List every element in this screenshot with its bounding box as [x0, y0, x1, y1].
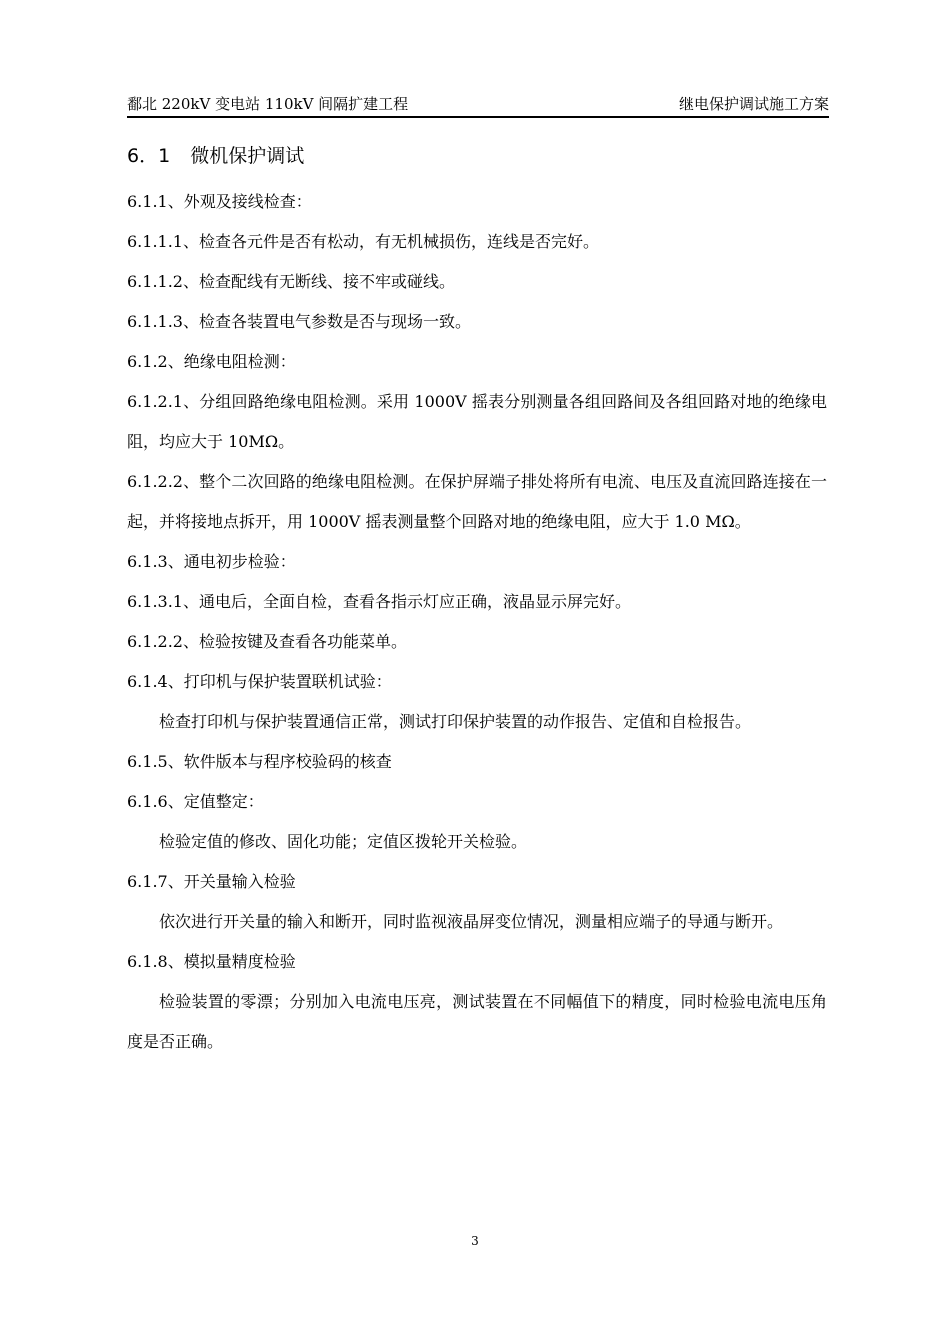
page-header [127, 92, 829, 116]
paragraph: 6.1.8、模拟量精度检验 [127, 952, 296, 971]
paragraph: 6.1.7、开关量输入检验 [127, 872, 296, 891]
paragraph: 6.1.3.1、通电后，全面自检，查看各指示灯应正确，液晶显示屏完好。 [127, 592, 631, 611]
header-rule [127, 116, 829, 118]
paragraph: 检查打印机与保护装置通信正常，测试打印保护装置的动作报告、定值和自检报告。 [159, 712, 752, 731]
paragraph: 6.1.6、定值整定： [127, 792, 264, 811]
paragraph: 检验装置的零漂；分别加入电流电压亮，测试装置在不同幅值下的精度，同时检验电流电压角度是否正确。 [127, 992, 827, 1051]
section-number: 6．1 [127, 145, 171, 167]
header-document-title: 继电保护调试施工方案 [678, 95, 829, 113]
paragraph: 6.1.1.2、检查配线有无断线、接不牢或碰线。 [127, 272, 455, 291]
paragraph: 6.1.1.1、检查各元件是否有松动，有无机械损伤，连线是否完好。 [127, 232, 599, 251]
paragraph: 6.1.2.2、检验按键及查看各功能菜单。 [127, 632, 407, 651]
paragraph: 6.1.3、通电初步检验： [127, 552, 296, 571]
paragraph: 6.1.2.2、整个二次回路的绝缘电阻检测。在保护屏端子排处将所有电流、电压及直流回路连接在一起，并将接地点拆开，用 1000V 摇表测量整个回路对地的绝缘电阻，应大于 1.0 MΩ。 [127, 472, 827, 531]
paragraph: 检验定值的修改、固化功能；定值区拨轮开关检验。 [159, 832, 528, 851]
paragraph: 6.1.1、外观及接线检查： [127, 192, 312, 211]
section-title: 微机保护调试 [190, 145, 305, 167]
paragraph: 依次进行开关量的输入和断开，同时监视液晶屏变位情况，测量相应端子的导通与断开。 [159, 912, 784, 931]
page-number: 3 [471, 1234, 479, 1248]
header-project-title: 鄱北 220kV 变电站 110kV 间隔扩建工程 [127, 95, 409, 113]
paragraph: 6.1.4、打印机与保护装置联机试验： [127, 672, 392, 691]
page-body [127, 140, 827, 1062]
paragraph: 6.1.1.3、检查各装置电气参数是否与现场一致。 [127, 312, 471, 331]
paragraph: 6.1.5、软件版本与程序校验码的核查 [127, 752, 392, 771]
paragraph: 6.1.2、绝缘电阻检测： [127, 352, 296, 371]
paragraph: 6.1.2.1、分组回路绝缘电阻检测。采用 1000V 摇表分别测量各组回路间及各组回路对地的绝缘电阻，均应大于 10MΩ。 [127, 392, 827, 451]
section-heading [127, 140, 827, 172]
